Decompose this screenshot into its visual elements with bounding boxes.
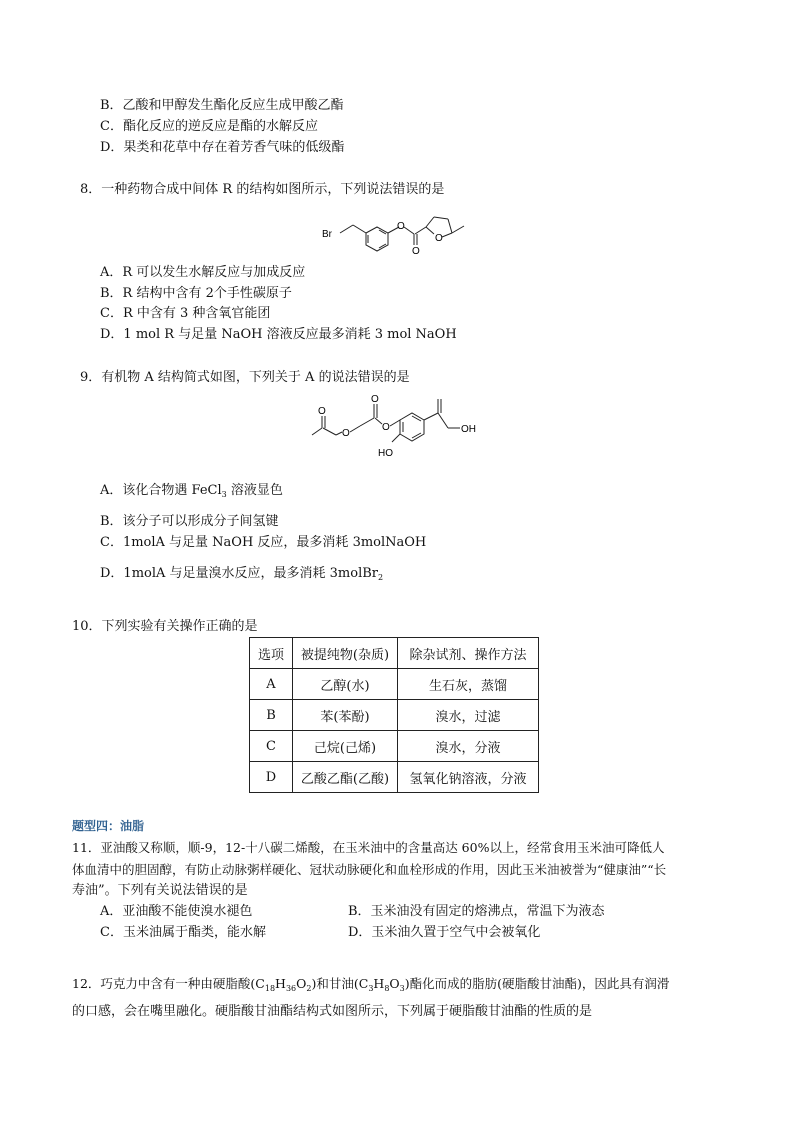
q8-option-b: B．R 结构中含有 2个手性碳原子 — [100, 286, 292, 301]
q9-mol-ho-label: HO — [378, 448, 393, 459]
table-header-row — [250, 638, 539, 669]
table-cell: 生石灰，蒸馏 — [398, 669, 539, 700]
q12-stem-line1: 12．巧克力中含有一种由硬脂酸$(C_{18}H_{36}O_2)$和甘油$(C_3H_8O_3)$酯化而成的脂肪(硬脂酸甘油酯)，因此具有润滑 — [72, 976, 670, 993]
table-cell: D — [250, 762, 293, 793]
q9-option-b: B．该分子可以形成分子间氢键 — [100, 514, 279, 529]
q8-mol-o-label: O — [435, 233, 443, 244]
q11-stem-line1: 11．亚油酸又称顺，顺-9，12-十八碳二烯酸，在玉米油中的含量高达 60%以上，经常食用玉米油可降低人 — [72, 840, 665, 855]
q9-mol-o-label: O — [342, 428, 350, 439]
q9-option-c: C．1molA 与足量 NaOH 反应，最多消耗 3molNaOH — [100, 535, 427, 550]
q9-option-d: D．1molA 与足量溴水反应，最多消耗 3molBr$_2$ — [100, 566, 384, 582]
q7-option-d: D．果类和花草中存在着芳香气味的低级酯 — [100, 140, 345, 155]
table-cell: A — [250, 669, 293, 700]
table-header-cell: 选项 — [250, 638, 293, 669]
q8-stem: 8．一种药物合成中间体 R 的结构如图所示，下列说法错误的是 — [80, 182, 445, 197]
q11-stem-line3: 寿油”。下列有关说法错误的是 — [72, 883, 248, 898]
q8-mol-br-label: Br — [322, 229, 332, 240]
table-cell: C — [250, 731, 293, 762]
table-header-cell: 除杂试剂、操作方法 — [398, 638, 539, 669]
q8-mol-o-label: O — [397, 221, 405, 232]
q9-option-a: A．该化合物遇 FeCl$_3$ 溶液显色 — [100, 483, 283, 499]
q9-molecule-structure — [308, 390, 488, 462]
table-row — [250, 700, 539, 731]
q8-mol-o-label: O — [412, 246, 420, 255]
table-cell: 苯(苯酚) — [293, 700, 398, 731]
table-cell: 溴水，分液 — [398, 731, 539, 762]
table-cell: 氢氧化钠溶液，分液 — [398, 762, 539, 793]
table-cell: B — [250, 700, 293, 731]
q12-stem-line2: 的口感，会在嘴里融化。硬脂酸甘油酯结构式如图所示，下列属于硬脂酸甘油酯的性质的是 — [72, 1004, 593, 1019]
q11-stem-line2: 体血清中的胆固醇，有防止动脉粥样硬化、冠状动脉硬化和血栓形成的作用，因此玉米油被誉为“健康油”“长 — [72, 862, 667, 877]
q9-mol-o-label: O — [318, 406, 326, 417]
q9-mol-o-label: O — [382, 422, 390, 433]
table-cell: 己烷(己烯) — [293, 731, 398, 762]
q11-option-a: A．亚油酸不能使溴水褪色 — [100, 904, 253, 919]
q9-mol-o-label: O — [371, 394, 379, 405]
table-row — [250, 669, 539, 700]
q10-options-table — [249, 637, 539, 793]
table-cell: 乙醇(水) — [293, 669, 398, 700]
q8-option-c: C．R 中含有 3 种含氧官能团 — [100, 306, 271, 321]
q10-stem: 10．下列实验有关操作正确的是 — [72, 619, 258, 634]
q8-option-a: A．R 可以发生水解反应与加成反应 — [100, 265, 306, 280]
q11-option-d: D．玉米油久置于空气中会被氧化 — [348, 925, 541, 940]
table-row — [250, 731, 539, 762]
q9-mol-oh-label: OH — [461, 424, 476, 435]
q7-option-b: B．乙酸和甲醇发生酯化反应生成甲酸乙酯 — [100, 98, 344, 113]
section-title: 题型四：油脂 — [72, 819, 145, 833]
q8-option-d: D．1 mol R 与足量 NaOH 溶液反应最多消耗 3 mol NaOH — [100, 327, 457, 342]
q8-molecule-structure — [318, 203, 478, 255]
q11-option-b: B．玉米油没有固定的熔沸点，常温下为液态 — [348, 904, 605, 919]
table-row — [250, 762, 539, 793]
table-cell: 乙酸乙酯(乙酸) — [293, 762, 398, 793]
table-cell: 溴水，过滤 — [398, 700, 539, 731]
q11-option-c: C．玉米油属于酯类，能水解 — [100, 925, 266, 940]
table-header-cell: 被提纯物(杂质) — [293, 638, 398, 669]
q9-stem: 9．有机物 A 结构简式如图，下列关于 A 的说法错误的是 — [80, 370, 410, 385]
q7-option-c: C．酯化反应的逆反应是酯的水解反应 — [100, 119, 318, 134]
